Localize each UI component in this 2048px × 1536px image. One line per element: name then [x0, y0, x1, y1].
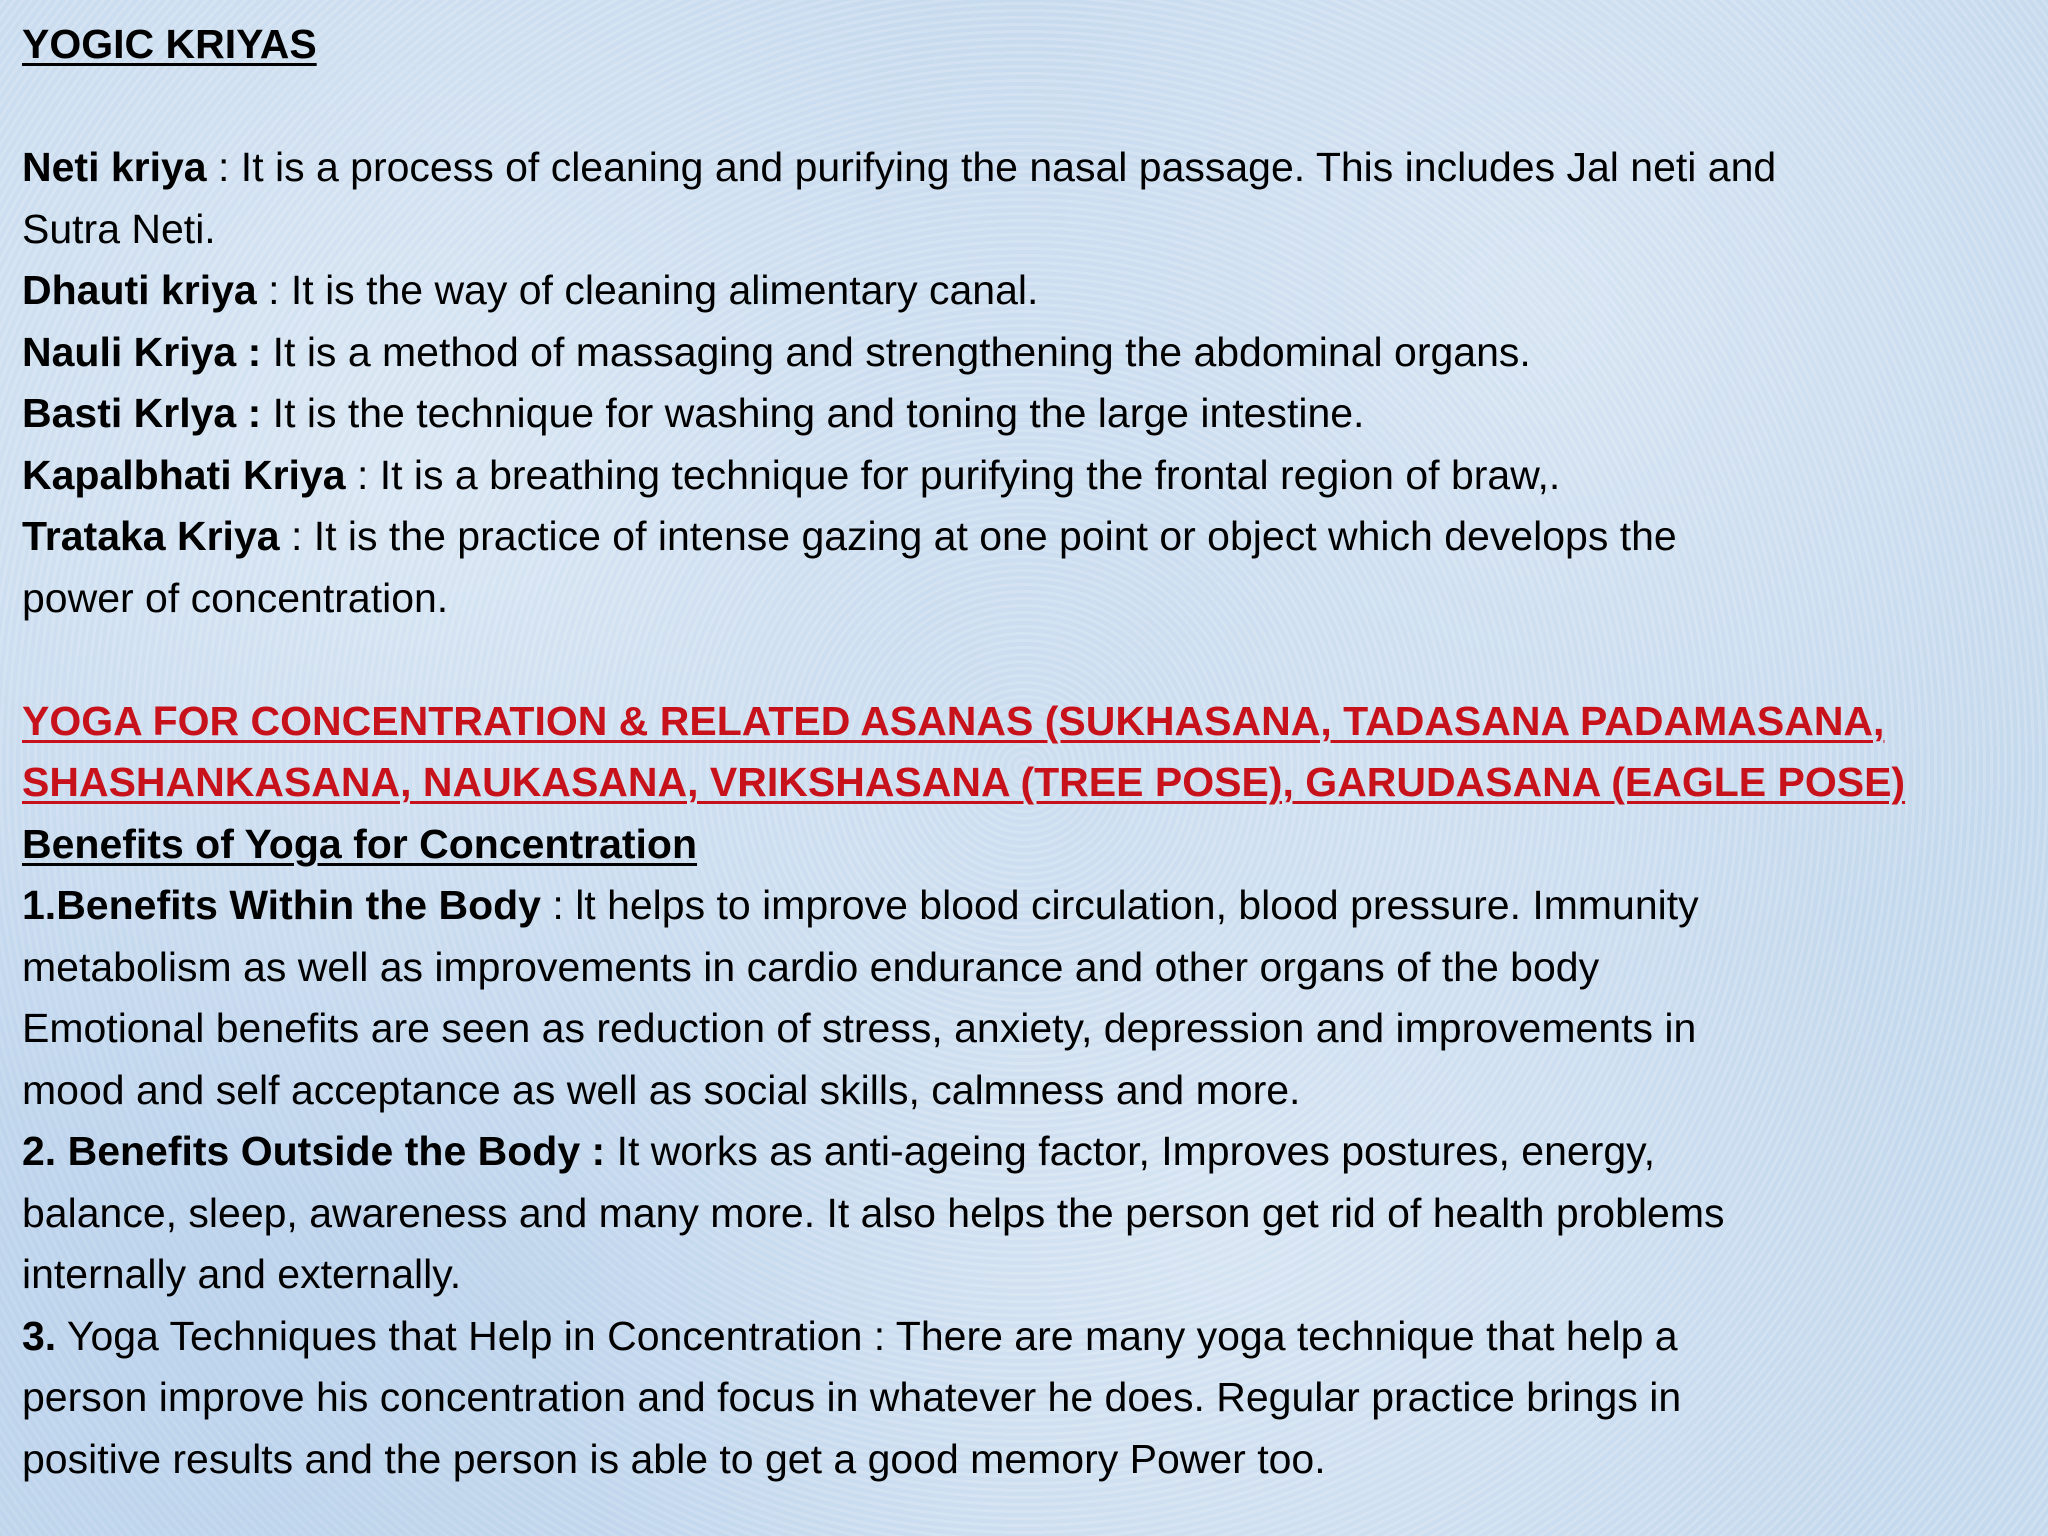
benefit-text: positive results and the person is able to get a good memory Power too. — [22, 1435, 1326, 1482]
kriya-description: It is the technique for washing and toning the large intestine. — [272, 390, 1365, 436]
spacer — [22, 629, 2012, 691]
kriya-term: Trataka Kriya — [22, 513, 280, 559]
kriya-trataka-continued: power of concentration. — [22, 574, 449, 621]
asanas-heading-line-1: YOGA FOR CONCENTRATION & RELATED ASANAS (SUKHASANA, TADASANA PADAMASANA, — [22, 697, 1885, 744]
kriya-term: Dhauti kriya — [22, 267, 257, 313]
kriya-neti: Neti kriya : It is a process of cleaning and purifying the nasal passage. This includes Jal neti and — [22, 144, 1777, 190]
kriya-term: Nauli Kriya : — [22, 328, 262, 375]
kriya-kapalbhati: Kapalbhati Kriya : It is a breathing technique for purifying the frontal region of braw,. — [22, 451, 1561, 498]
kriya-description: It is a process of cleaning and purifying the nasal passage. This includes Jal neti and — [240, 144, 1777, 190]
benefit-term: 1.Benefits Within the Body — [22, 882, 541, 928]
kriya-description: It is a breathing technique for purifying the frontal region of braw,. — [379, 451, 1561, 498]
kriya-nauli — [22, 322, 2012, 384]
benefit-text: mood and self acceptance as well as social skills, calmness and more. — [22, 1066, 1301, 1113]
benefit-text: lt helps to improve blood circulation, blood pressure. Immunity — [575, 882, 1699, 928]
benefit-text: person improve his concentration and focus in whatever he does. Regular practice brings in — [22, 1374, 1682, 1420]
kriya-description: It is the way of cleaning alimentary canal. — [290, 267, 1039, 313]
benefit-text: It works as anti-ageing factor, Improves postures, energy, — [616, 1128, 1656, 1174]
kriya-term: Basti Krlya : — [22, 390, 262, 436]
kriya-description: It is the practice of intense gazing at one point or object which develops the — [313, 513, 1677, 559]
benefits-heading: Benefits of Yoga for Concentration — [22, 820, 698, 867]
benefit-text: metabolism as well as improvements in cardio endurance and other organs of the body — [22, 943, 1600, 990]
benefit-text: Emotional benefits are seen as reduction of stress, anxiety, depression and improvements in — [22, 1005, 1697, 1051]
asanas-heading-line-2: SHASHANKASANA, NAUKASANA, VRIKSHASANA (TREE POSE), GARUDASANA (EAGLE POSE) — [22, 759, 1906, 805]
kriya-description: It is a method of massaging and strengthening the abdominal organs. — [272, 328, 1531, 375]
benefit-text: Yoga Techniques that Help in Concentration : There are many yoga technique that help a — [66, 1312, 1678, 1359]
benefit-text: balance, sleep, awareness and many more. It also helps the person get rid of health problems — [22, 1189, 1725, 1236]
kriya-trataka: Trataka Kriya : It is the practice of intense gazing at one point or object which develops the — [22, 513, 1677, 559]
benefit-yoga-techniques — [22, 1306, 2012, 1368]
title-yogic-kriyas: YOGIC KRIYAS — [22, 21, 317, 67]
benefit-within-body: 1.Benefits Within the Body : lt helps to improve blood circulation, blood pressure. Immunity — [22, 882, 1699, 928]
benefit-text: internally and externally. — [22, 1251, 462, 1297]
kriya-term: Kapalbhati Kriya — [22, 451, 346, 498]
kriya-dhauti: Dhauti kriya : It is the way of cleaning alimentary canal. — [22, 267, 1039, 313]
kriya-basti — [22, 383, 2012, 445]
benefit-term: 3. — [22, 1312, 57, 1359]
benefit-term: 2. Benefits Outside the Body : — [22, 1128, 606, 1174]
spacer — [22, 76, 2012, 138]
kriya-neti-continued: Sutra Neti. — [22, 205, 216, 252]
slide-content — [22, 14, 2012, 1490]
benefit-outside-body — [22, 1121, 2012, 1183]
kriya-term: Neti kriya — [22, 144, 207, 190]
